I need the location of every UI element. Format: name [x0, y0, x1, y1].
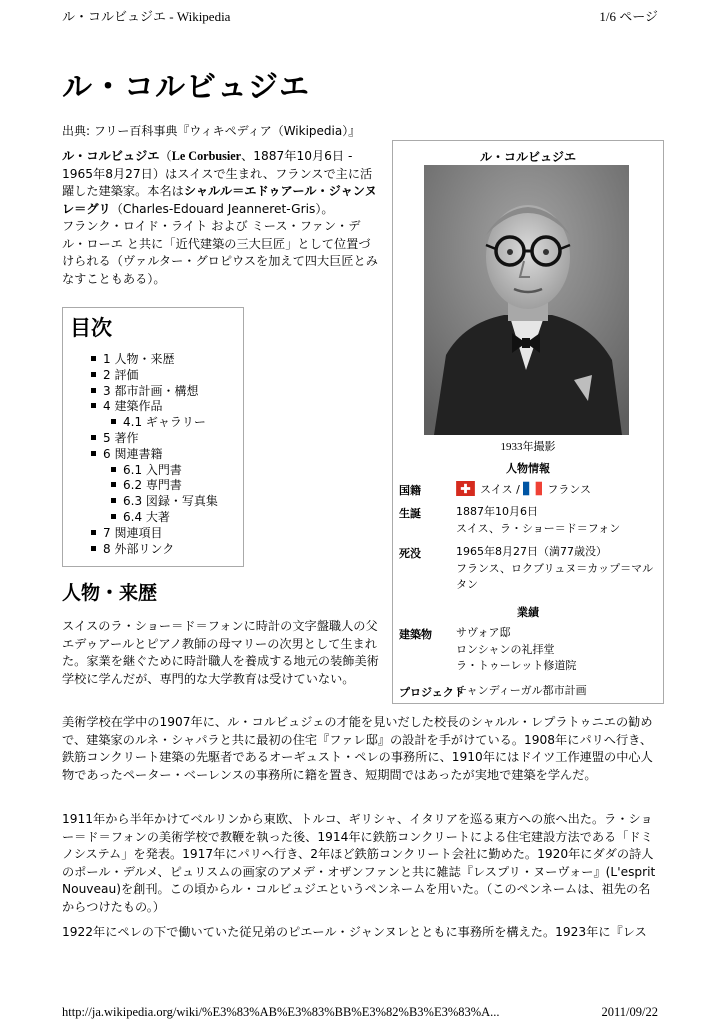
toc-title: 目次	[70, 316, 112, 340]
lead-real-name: シャルル＝エドゥアール・ジャンヌレ＝グリ	[62, 184, 377, 216]
died-value	[456, 544, 656, 594]
table-of-contents	[62, 307, 244, 567]
infobox	[392, 140, 664, 704]
infobox-section-person: 人物情報	[506, 462, 550, 475]
project-value[interactable]: チャンディーガル都市計画	[456, 684, 587, 697]
section-heading: 人物・来歴	[62, 582, 158, 604]
buildings-label: 建築物	[399, 628, 432, 641]
building-item[interactable]: ロンシャンの礼拝堂	[456, 642, 555, 656]
body-paragraph-4: 1922年にペレの下で働いていた従兄弟のピエール・ジャンヌレとともに事務所を構えた。1923年に『レス	[62, 925, 647, 939]
lead-text-1: 、1887年10月6日 - 1965年8月27日）はスイスで生まれ、フランスで主に活躍した建築家。本名は	[62, 149, 373, 198]
toc-item[interactable]: 5 著作	[91, 431, 218, 447]
toc-subitem[interactable]: 6.2 専門書	[91, 478, 218, 494]
toc-item[interactable]: 6 関連書籍	[91, 447, 218, 463]
born-date[interactable]: 1887年10月6日	[456, 505, 538, 518]
toc-item[interactable]: 7 関連項目	[91, 526, 218, 542]
born-place[interactable]: スイス、ラ・ショー＝ド＝フォン	[456, 521, 621, 535]
body-paragraph-3: 1911年から半年かけてベルリンから東欧、トルコ、ギリシャ、イタリアを巡る東方への旅へ出た。ラ・ショー＝ド＝フォンの美術学校で教鞭を執った後、1914年に鉄筋コンクリートによる住宅建設方法である「ドミノシステム」を発表。1917年にパリへ行き、2年ほど鉄筋コンクリート会社に勤めた。1920年にダダの詩人のポール・デルメ、ピュリスムの画家のアメデ・オザンファンと共に雑誌『レスプリ・ヌーヴォー』(L'esprit Nouveau)を創刊。この頃からル・コルビュジエというペンネームを用いた。（このペンネームは、祖先の名からつけたもの。）	[62, 812, 656, 914]
portrait-photo[interactable]	[424, 165, 629, 435]
infobox-section-works: 業績	[517, 606, 539, 619]
bullet-icon	[91, 372, 96, 377]
toc-subitem[interactable]: 4.1 ギャラリー	[91, 415, 218, 431]
nationality-label: 国籍	[399, 484, 421, 497]
lead-paren: （	[159, 149, 172, 163]
france-flag-icon[interactable]	[523, 481, 542, 496]
nationality-separator: /	[516, 483, 520, 496]
bullet-icon	[111, 419, 116, 424]
died-date[interactable]: 1965年8月27日（満77歳没）	[456, 545, 607, 558]
toc-item[interactable]: 8 外部リンク	[91, 542, 218, 558]
building-item[interactable]: サヴォア邸	[456, 626, 511, 639]
toc-subitem[interactable]: 6.4 大著	[91, 510, 218, 526]
toc-item[interactable]: 4 建築作品	[91, 399, 218, 415]
nationality-value	[456, 481, 656, 499]
lead-paragraph-2: フランク・ロイド・ライト および ミース・ファン・デル・ローエ と共に「近代建築の三大巨匠」として位置づけられる（ヴァルター・グロピウスを加えて四大巨匠とみなすこともある）。	[62, 219, 378, 286]
died-label: 死没	[399, 547, 421, 560]
bullet-icon	[111, 467, 116, 472]
toc-item[interactable]: 1 人物・来歴	[91, 352, 218, 368]
bullet-icon	[91, 388, 96, 393]
toc-subitem[interactable]: 6.1 入門書	[91, 463, 218, 479]
bullet-icon	[91, 356, 96, 361]
lead-paragraph	[62, 148, 380, 218]
lead-name-ja: ル・コルビュジエ	[62, 149, 160, 163]
toc-item[interactable]: 2 評価	[91, 368, 218, 384]
bullet-icon	[91, 530, 96, 535]
swiss-flag-icon[interactable]	[456, 481, 475, 496]
toc-item[interactable]: 3 都市計画・構想	[91, 384, 218, 400]
source-line: 出典: フリー百科事典『ウィキペディア（Wikipedia）』	[62, 124, 361, 138]
photo-caption: 1933年撮影	[500, 441, 556, 453]
toc-subitem[interactable]: 6.3 図録・写真集	[91, 494, 218, 510]
building-item[interactable]: ラ・トゥーレット修道院	[456, 659, 577, 672]
footer-date: 2011/09/22	[601, 1005, 658, 1019]
body-paragraph-2: 美術学校在学中の1907年に、ル・コルビュジェの才能を見いだした校長のシャルル・レプラトゥニエの勧めで、建築家のルネ・シャパラと共に最初の住宅『ファレ邸』の設計を手がけている。1908年にパリへ行き、鉄筋コンクリート建築の先駆者であるオーギュスト・ペレの事務所に、1910年にはドイツ工作連盟の中心人物であったペーター・ベーレンスの事務所に籍を置き、短期間ではあったが実地で建築を学んだ。	[62, 715, 653, 782]
lead-text-2: （Charles-Edouard Jeanneret-Gris）。	[110, 201, 334, 216]
nationality-swiss[interactable]: スイス	[480, 483, 513, 496]
project-label: プロジェクト	[399, 686, 465, 699]
footer-url: http://ja.wikipedia.org/wiki/%E3%83%AB%E3%83%BB%E3%82%B3%E3%83%A...	[62, 1005, 500, 1019]
bullet-icon	[111, 514, 116, 519]
bullet-icon	[91, 435, 96, 440]
page-header-title: ル・コルビュジエ - Wikipedia	[62, 9, 231, 24]
bullet-icon	[91, 403, 96, 408]
nationality-france[interactable]: フランス	[547, 483, 592, 496]
infobox-name: ル・コルビュジエ	[479, 150, 576, 164]
page-title: ル・コルビュジエ	[62, 70, 310, 105]
born-value	[456, 504, 656, 537]
page-header-number: 1/6 ページ	[599, 9, 658, 24]
died-place[interactable]: フランス、ロクブリュヌ＝カップ＝マルタン	[456, 561, 654, 591]
bullet-icon	[111, 482, 116, 487]
bullet-icon	[91, 546, 96, 551]
bullet-icon	[111, 498, 116, 503]
body-paragraph-1: スイスのラ・ショー＝ド＝フォンに時計の文字盤職人の父エデゥアールとピアノ教師の母マリーの次男として生まれた。家業を継ぐために時計職人を養成する地元の装飾美術学校に学んだが、専門的な大学教育は受けていない。	[62, 619, 379, 686]
lead-name-en: Le Corbusier	[171, 149, 242, 163]
bullet-icon	[91, 451, 96, 456]
born-label: 生誕	[399, 507, 421, 520]
toc-list	[91, 352, 218, 557]
buildings-value	[456, 625, 656, 675]
